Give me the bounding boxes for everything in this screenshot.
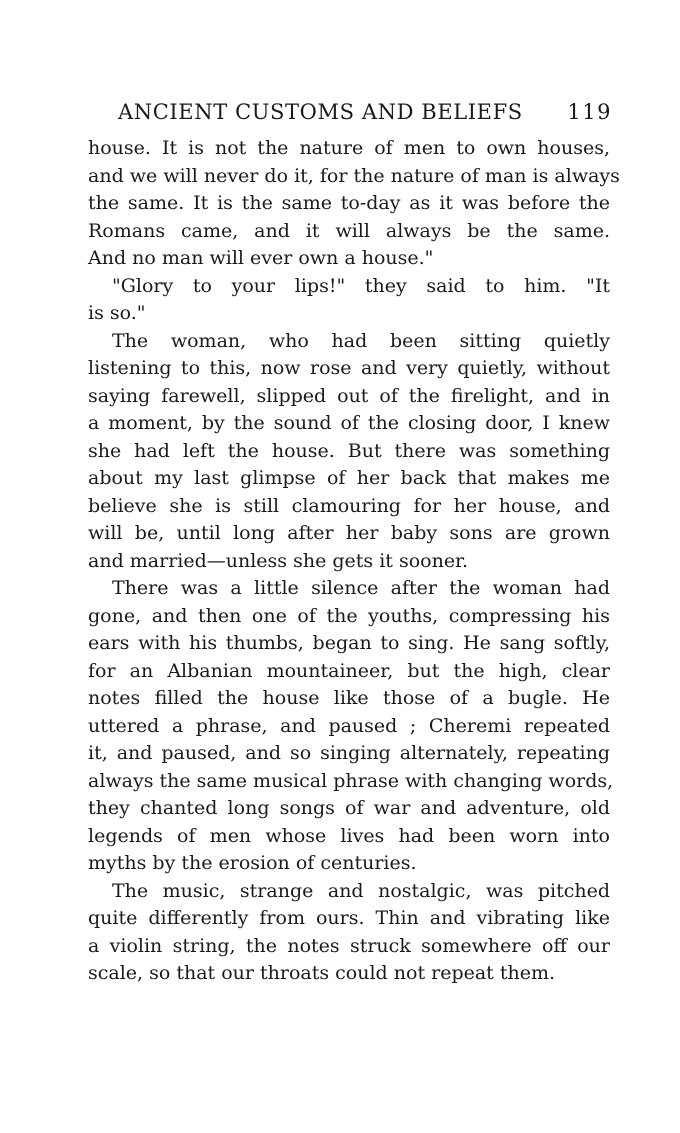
text-line: "Glory to your lips!" they said to him. "It xyxy=(112,274,610,297)
text-line: The woman, who had been sitting quietly xyxy=(112,329,610,352)
text-line: it, and paused, and so singing alternately, repeating xyxy=(88,742,610,764)
text-line: a moment, by the sound of the closing door, I knew xyxy=(88,412,610,434)
text-line: myths by the erosion of centuries. xyxy=(88,852,417,874)
text-line: And no man will ever own a house." xyxy=(88,247,434,269)
page-header xyxy=(118,96,612,128)
text-line: she had left the house. But there was something xyxy=(88,439,610,462)
text-line: and we will never do it, for the nature of man is always xyxy=(88,164,620,187)
text-line: always the same musical phrase with changing words, xyxy=(88,769,614,792)
text-line: listening to this, now rose and very quietly, without xyxy=(88,357,610,379)
text-line: notes filled the house like those of a bugle. He xyxy=(88,687,610,709)
text-line: uttered a phrase, and paused ; Cheremi repeated xyxy=(88,714,610,737)
page-number: 119 xyxy=(567,100,612,124)
text-line: they chanted long songs of war and adventure, old xyxy=(88,797,610,819)
text-line: saying farewell, slipped out of the firelight, and in xyxy=(88,384,610,407)
text-line: scale, so that our throats could not repeat them. xyxy=(88,962,556,984)
text-line: There was a little silence after the woman had xyxy=(112,577,610,599)
text-line: house. It is not the nature of men to own houses, xyxy=(88,137,610,159)
running-title: ANCIENT CUSTOMS AND BELIEFS xyxy=(118,100,523,124)
body-text xyxy=(88,135,620,988)
text-line: for an Albanian mountaineer, but the high, clear xyxy=(88,659,610,682)
text-line: a violin string, the notes struck somewhere off our xyxy=(88,934,610,957)
text-line: legends of men whose lives had been worn into xyxy=(88,824,610,847)
text-line: the same. It is the same to-day as it was before the xyxy=(88,192,610,214)
text-line: The music, strange and nostalgic, was pitched xyxy=(112,879,610,902)
text-line: is so." xyxy=(88,302,146,324)
text-line: will be, until long after her baby sons are grown xyxy=(88,522,610,544)
text-line: and married—unless she gets it sooner. xyxy=(88,549,469,572)
text-line: believe she is still clamouring for her house, and xyxy=(88,494,610,517)
text-line: Romans came, and it will always be the same. xyxy=(88,219,610,242)
text-line: quite differently from ours. Thin and vibrating like xyxy=(88,907,610,929)
text-line: gone, and then one of the youths, compressing his xyxy=(88,604,610,627)
text-line: about my last glimpse of her back that makes me xyxy=(88,467,610,489)
text-line: ears with his thumbs, began to sing. He sang softly, xyxy=(88,632,610,654)
